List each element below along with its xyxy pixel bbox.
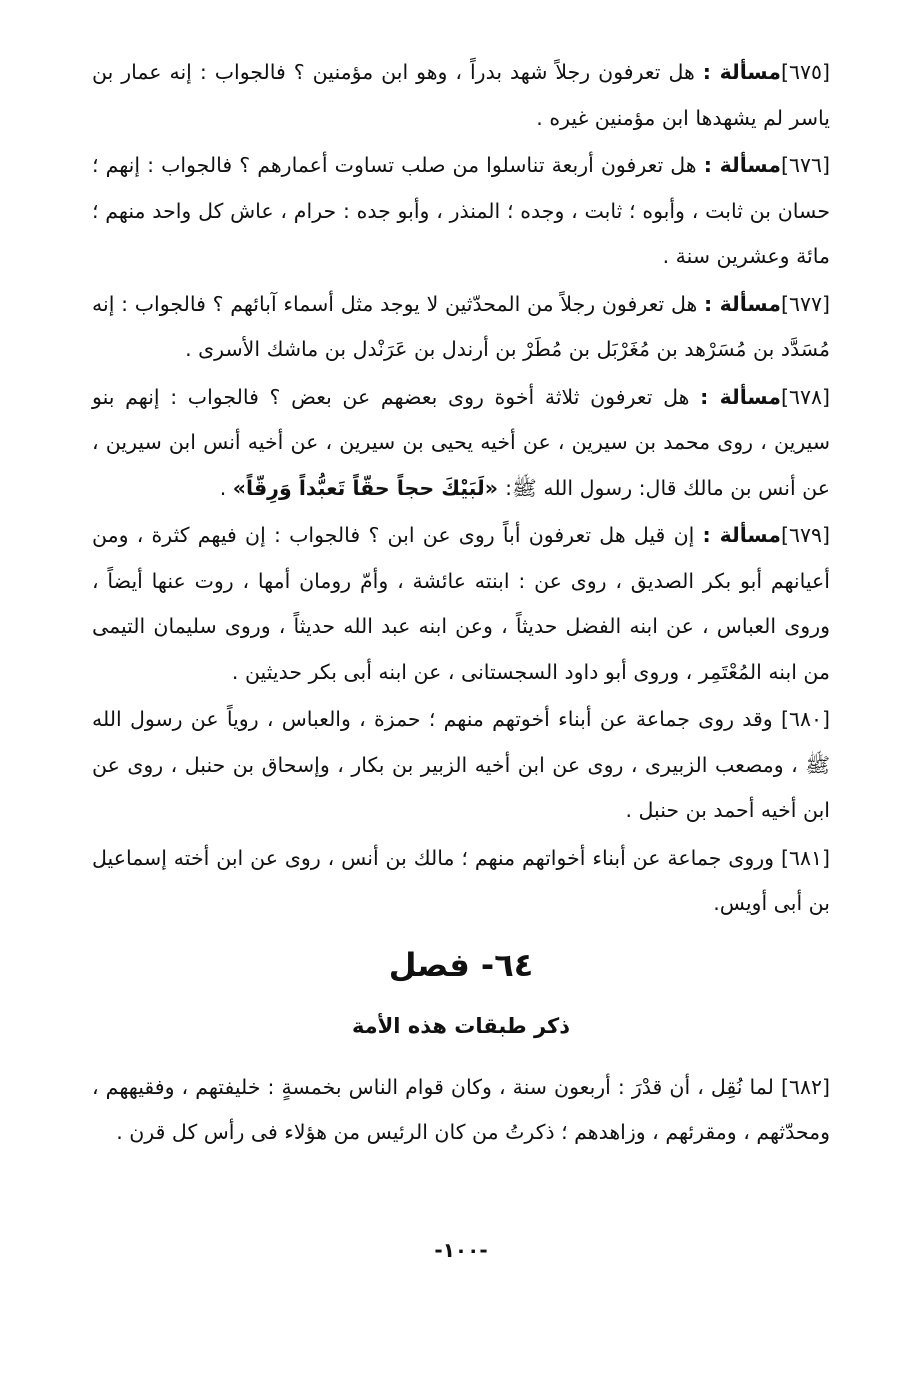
entry-680 [92, 697, 830, 834]
entry-number: [٦٧٥] [780, 60, 830, 84]
entry-number: [٦٧٩] [780, 523, 830, 547]
entry-text: هل تعرفون ثلاثة أخوة روى بعضهم عن بعض ؟ فالجواب : إنهم بنو سيرين ، روى محمد بن سيرين ، عن أخيه يحيى بن سيرين ، عن أخيه أنس ابن سيرين ، عن أنس بن مالك قال: رسول الله ﷺ: [92, 384, 830, 500]
entry-text: هل تعرفون رجلاً شهد بدراً ، وهو ابن مؤمنين ؟ فالجواب : إنه عمار بن ياسر لم يشهدها ابن مؤمنين غيره . [92, 60, 830, 130]
entry-text: وروى جماعة عن أبناء أخواتهم منهم ؛ مالك بن أنس ، روى عن ابن أخته إسماعيل بن أبى أويس. [92, 845, 830, 915]
entry-text: وقد روى جماعة عن أبناء أخوتهم منهم ؛ حمزة ، والعباس ، روياً عن رسول الله ﷺ ، ومصعب الزبيرى ، روى عن ابن أخيه الزبير بن بكار ، وإسحاق بن حنبل ، روى عن ابن أخيه أحمد بن حنبل . [92, 707, 830, 822]
entry-tail: . [219, 475, 233, 500]
entry-text: إن قيل هل تعرفون أباً روى عن ابن ؟ فالجواب : إن فيهم كثرة ، ومن أعيانهم أبو بكر الصديق ، روى عن : ابنته عائشة ، وأمّ رومان أمها ، روت عنها أيضاً ، وروى العباس ، عن ابنه الفضل حديثاً ، وعن ابنه عبد الله حديثاً ، وروى سليمان التيمى من ابنه المُعْتَمِر ، وروى أبو داود السجستانى ، عن ابنه أبى بكر حديثين . [92, 523, 830, 684]
page-text [92, 50, 830, 1158]
entry-keyword: مسألة : [702, 523, 781, 547]
hadith-quote: «لَبَيْكَ حجاً حقّاً تَعبُّداً وَرِقّاً» [232, 475, 506, 500]
page-number: -١٠٠- [434, 1238, 488, 1262]
entry-keyword: مسألة : [702, 60, 781, 84]
entry-number: [٦٨٠] [780, 707, 830, 731]
entry-number: [٦٧٦] [780, 153, 830, 177]
entry-number: [٦٧٧] [780, 291, 831, 316]
entry-keyword: مسألة : [704, 291, 781, 316]
entry-keyword: مسألة : [703, 153, 781, 177]
entry-text: هل تعرفون أربعة تناسلوا من صلب تساوت أعمارهم ؟ فالجواب : إنهم ؛ حسان بن ثابت ، وأبوه ؛ ثابت ، وجده ؛ المنذر ، وأبو جده : حرام ، عاش كل واحد منهم ؛ مائة وعشرين سنة . [92, 153, 830, 268]
entry-text: هل تعرفون رجلاً من المحدّثين لا يوجد مثل أسماء آبائهم ؟ فالجواب : إنه مُسَدَّد بن مُسَرْهد بن مُغَرْبَل بن مُطَرْ بن أرندل بن عَرَنْدل بن ماشك الأسرى . [92, 291, 830, 361]
section-subtitle: ذكر طبقات هذه الأمة [351, 1013, 571, 1038]
entry-keyword: مسألة : [700, 384, 781, 409]
entry-number: [٦٨٢] [780, 1074, 830, 1099]
entry-676 [92, 143, 830, 280]
entry-text: لما نُقِل ، أن قدْرَ : أربعون سنة ، وكان قوام الناس بخمسةٍ : خليفتهم ، وفقيههم ، ومحدّثهم ، ومقرئهم ، وزاهدهم ؛ ذكرتُ من كان الرئيس من هؤلاء فى رأس كل قرن . [92, 1074, 830, 1144]
entry-682 [92, 1065, 830, 1156]
entry-number: [٦٧٨] [780, 384, 830, 409]
entry-number: [٦٨١] [780, 845, 830, 870]
section-title: ٦٤- فصل [388, 945, 534, 984]
entry-675 [92, 50, 830, 141]
entry-678 [92, 375, 830, 512]
entry-677 [92, 282, 830, 373]
entry-679 [92, 513, 830, 695]
entry-681 [92, 836, 830, 927]
